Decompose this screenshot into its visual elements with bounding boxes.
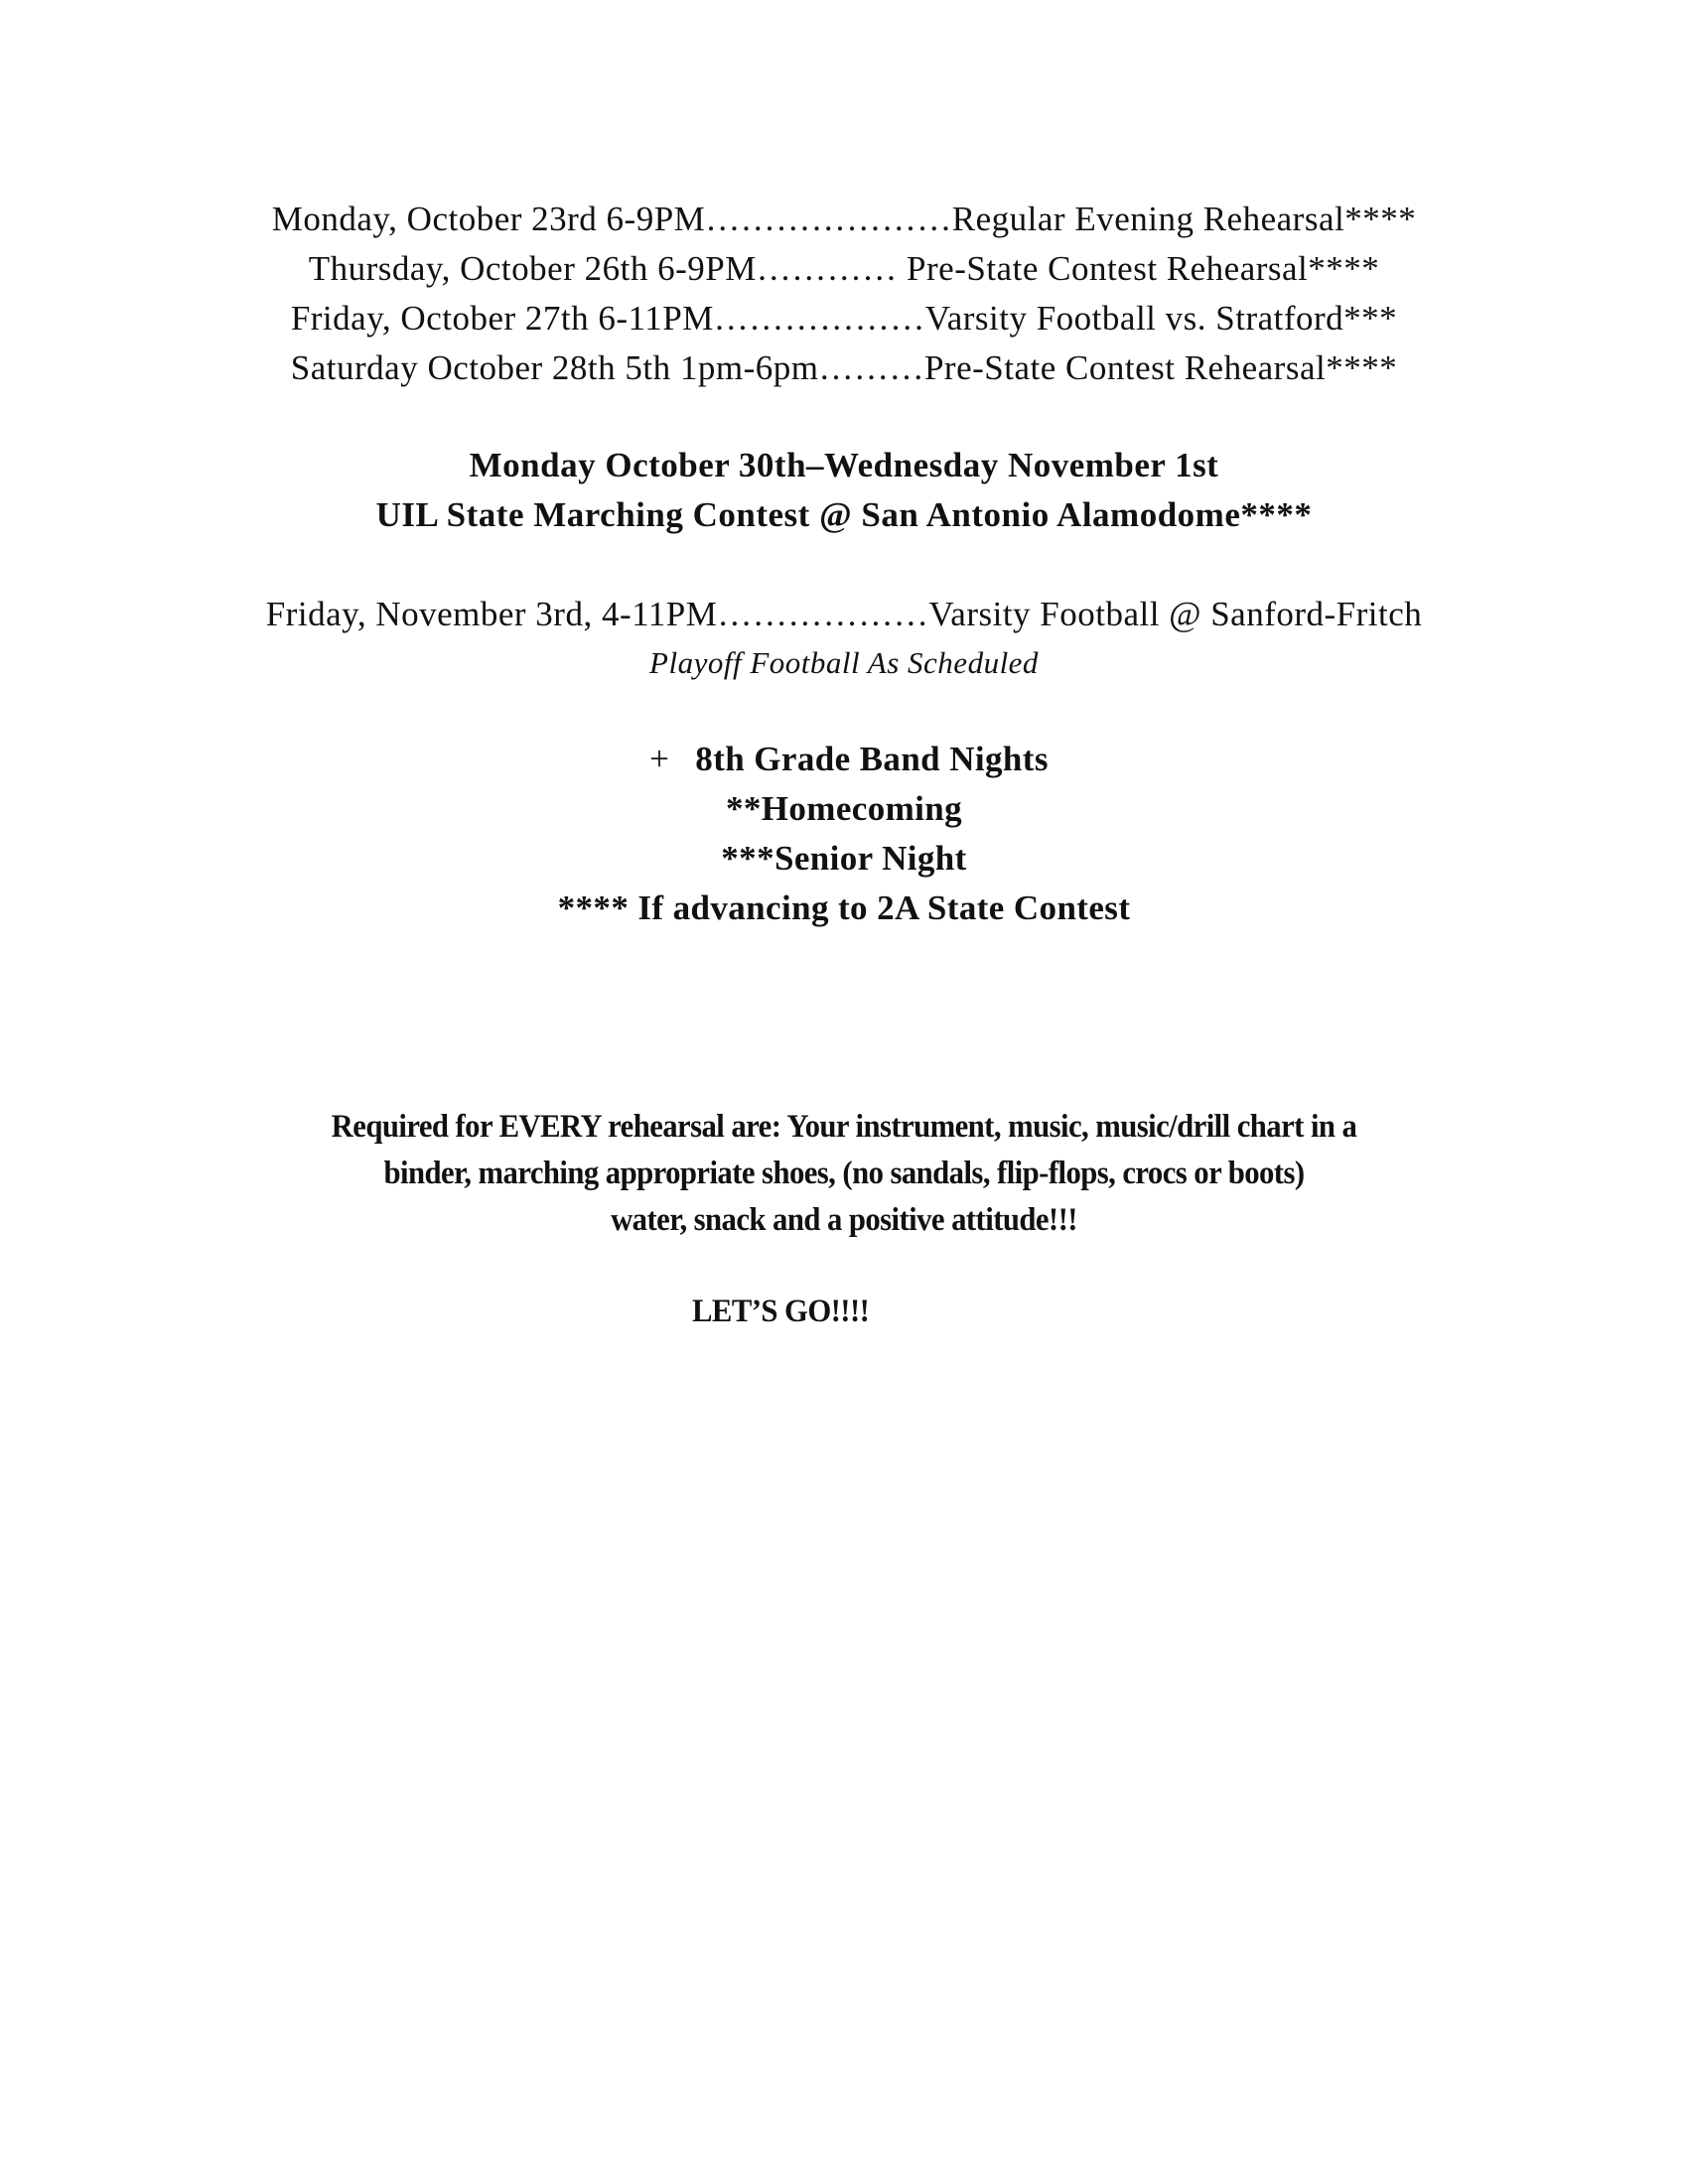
- closing-line: LET’S GO!!!!: [692, 1294, 870, 1329]
- legend-item-homecoming: **Homecoming: [725, 789, 963, 828]
- legend-label: 8th Grade Band Nights: [695, 740, 1049, 778]
- requirements-line: binder, marching appropriate shoes, (no sandals, flip-flops, crocs or boots): [383, 1156, 1305, 1191]
- november-event: Friday, November 3rd, 4-11PM………………Varsity Football @ Sanford-Fritch: [265, 595, 1423, 633]
- schedule-line: Thursday, October 26th 6-9PM………… Pre-State Contest Rehearsal****: [308, 249, 1380, 288]
- state-contest-block: [0, 441, 1688, 540]
- schedule-line: Friday, October 27th 6-11PM………………Varsity Football vs. Stratford***: [290, 299, 1398, 338]
- legend-item-senior-night: ***Senior Night: [721, 839, 967, 878]
- requirements-line: Required for EVERY rehearsal are: Your instrument, music, music/drill chart in a: [331, 1109, 1357, 1145]
- plus-symbol: +: [649, 740, 670, 778]
- schedule-line: Saturday October 28th 5th 1pm-6pm………Pre-State Contest Rehearsal****: [290, 348, 1398, 387]
- state-contest-event: UIL State Marching Contest @ San Antonio Alamodome****: [375, 495, 1313, 534]
- requirements-line: water, snack and a positive attitude!!!: [611, 1202, 1077, 1238]
- rehearsal-schedule: [0, 195, 1688, 393]
- legend-item-state-contest: **** If advancing to 2A State Contest: [557, 888, 1131, 927]
- legend-item-band-nights: [0, 735, 1688, 784]
- requirements-paragraph: [244, 1104, 1445, 1244]
- november-block: [0, 590, 1688, 687]
- state-contest-dates: Monday October 30th–Wednesday November 1st: [469, 446, 1219, 484]
- schedule-line: Monday, October 23rd 6-9PM…………………Regular Evening Rehearsal****: [271, 200, 1417, 238]
- legend: [0, 735, 1688, 933]
- playoff-note: Playoff Football As Scheduled: [649, 645, 1039, 680]
